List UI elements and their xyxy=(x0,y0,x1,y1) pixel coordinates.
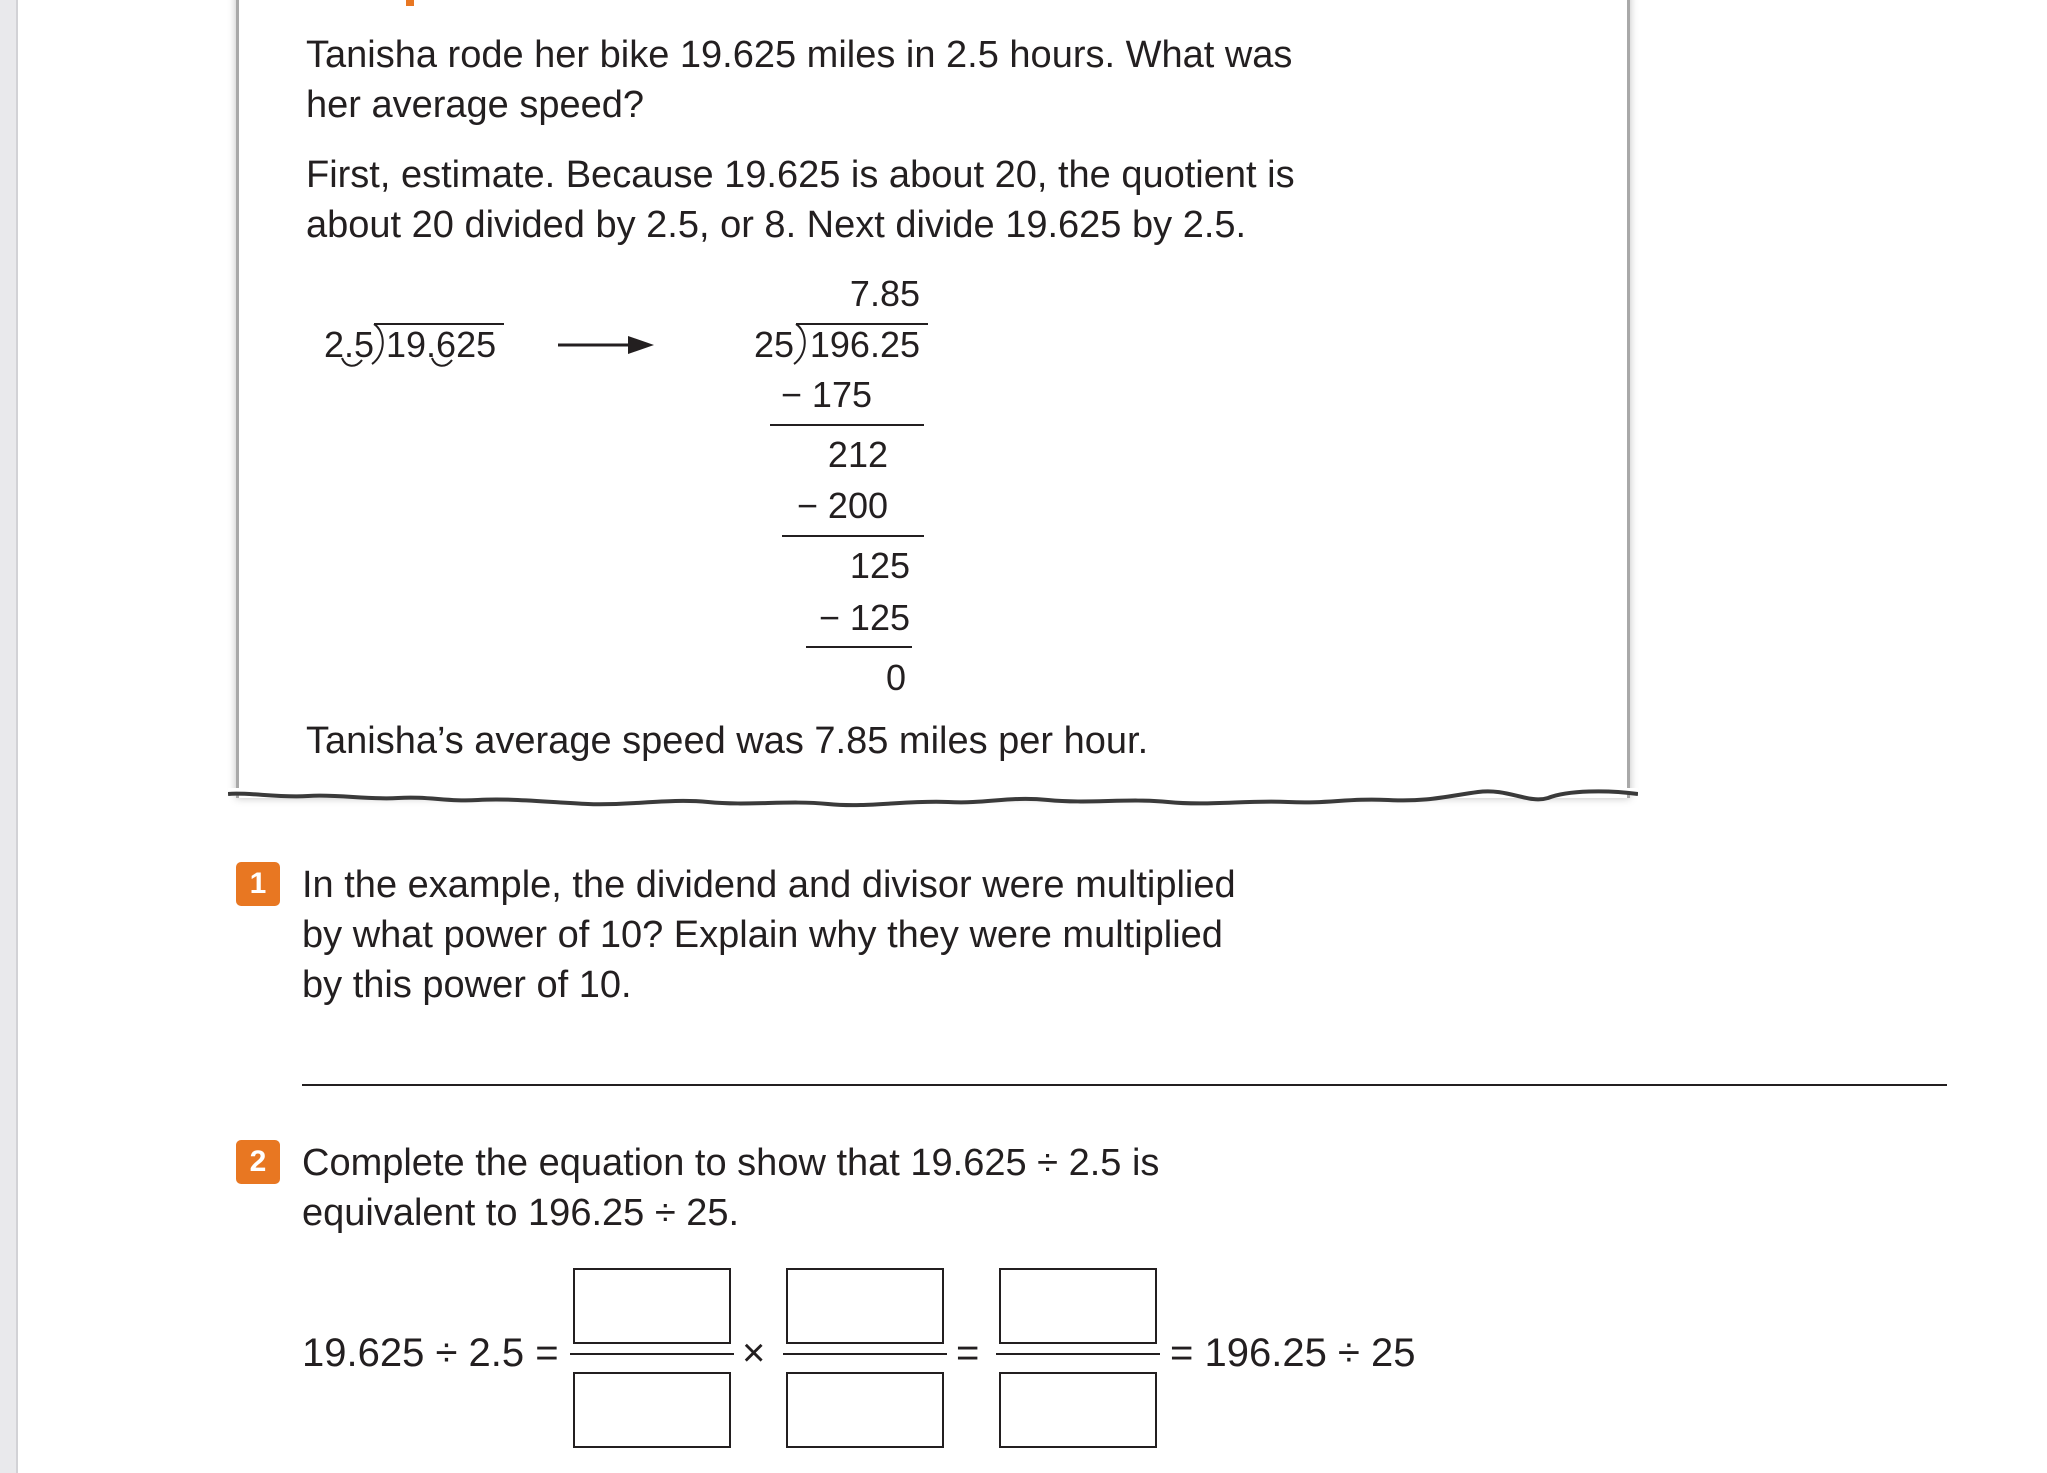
fraction-bar xyxy=(996,1353,1160,1355)
division-step: − 175 xyxy=(780,374,872,415)
new-divisor: 25 xyxy=(753,324,794,365)
answer-line[interactable] xyxy=(302,1084,1947,1086)
estimate-text-line1: First, estimate. Because 19.625 is about 20, the quotient is xyxy=(306,154,1295,196)
problem-text-line1: Tanisha rode her bike 19.625 miles in 2.5 hours. What was xyxy=(306,34,1293,76)
times-sign: × xyxy=(742,1331,766,1375)
fraction-bar xyxy=(783,1353,947,1355)
question2-line2: equivalent to 196.25 ÷ 25. xyxy=(302,1192,740,1234)
denominator-answer-box-2[interactable] xyxy=(786,1372,944,1448)
equation-left-side: 19.625 ÷ 2.5 = xyxy=(302,1331,559,1375)
question1-line1: In the example, the dividend and divisor were multiplied xyxy=(302,864,1236,906)
question1-line3: by this power of 10. xyxy=(302,964,632,1006)
original-divisor: 2.5 xyxy=(323,324,374,365)
division-step: 125 xyxy=(849,545,910,586)
original-dividend: 19.625 xyxy=(386,324,497,365)
question1-line2: by what power of 10? Explain why they were multiplied xyxy=(302,914,1223,956)
step-rule xyxy=(782,535,924,537)
page-margin-edge xyxy=(16,0,18,1473)
torn-edge xyxy=(228,780,1638,820)
problem-text-line2: her average speed? xyxy=(306,84,645,126)
denominator-answer-box-3[interactable] xyxy=(999,1372,1157,1448)
question2-line1: Complete the equation to show that 19.625 ÷ 2.5 is xyxy=(302,1142,1160,1184)
conclusion-text: Tanisha’s average speed was 7.85 miles per hour. xyxy=(306,720,1149,762)
estimate-text-line2: about 20 divided by 2.5, or 8. Next divide 19.625 by 2.5. xyxy=(306,204,1247,246)
decimal-move-marks xyxy=(340,356,470,370)
step-rule xyxy=(770,424,924,426)
numerator-answer-box-1[interactable] xyxy=(573,1268,731,1344)
equation-right-side: = 196.25 ÷ 25 xyxy=(1170,1331,1416,1375)
division-step: − 200 xyxy=(796,485,888,526)
division-step: − 125 xyxy=(818,597,910,638)
arrow-icon xyxy=(556,332,656,358)
equals-sign: = xyxy=(956,1331,980,1375)
numerator-answer-box-2[interactable] xyxy=(786,1268,944,1344)
page-margin xyxy=(0,0,16,1473)
division-remainder: 0 xyxy=(885,657,906,698)
new-dividend: 196.25 xyxy=(809,324,920,365)
quotient: 7.85 xyxy=(849,273,920,314)
question-number-badge: 2 xyxy=(236,1140,280,1184)
heading-accent xyxy=(406,0,414,6)
question-number-badge: 1 xyxy=(236,862,280,906)
denominator-answer-box-1[interactable] xyxy=(573,1372,731,1448)
fraction-bar xyxy=(570,1353,734,1355)
division-step: 212 xyxy=(827,434,888,475)
step-rule xyxy=(806,646,912,648)
numerator-answer-box-3[interactable] xyxy=(999,1268,1157,1344)
